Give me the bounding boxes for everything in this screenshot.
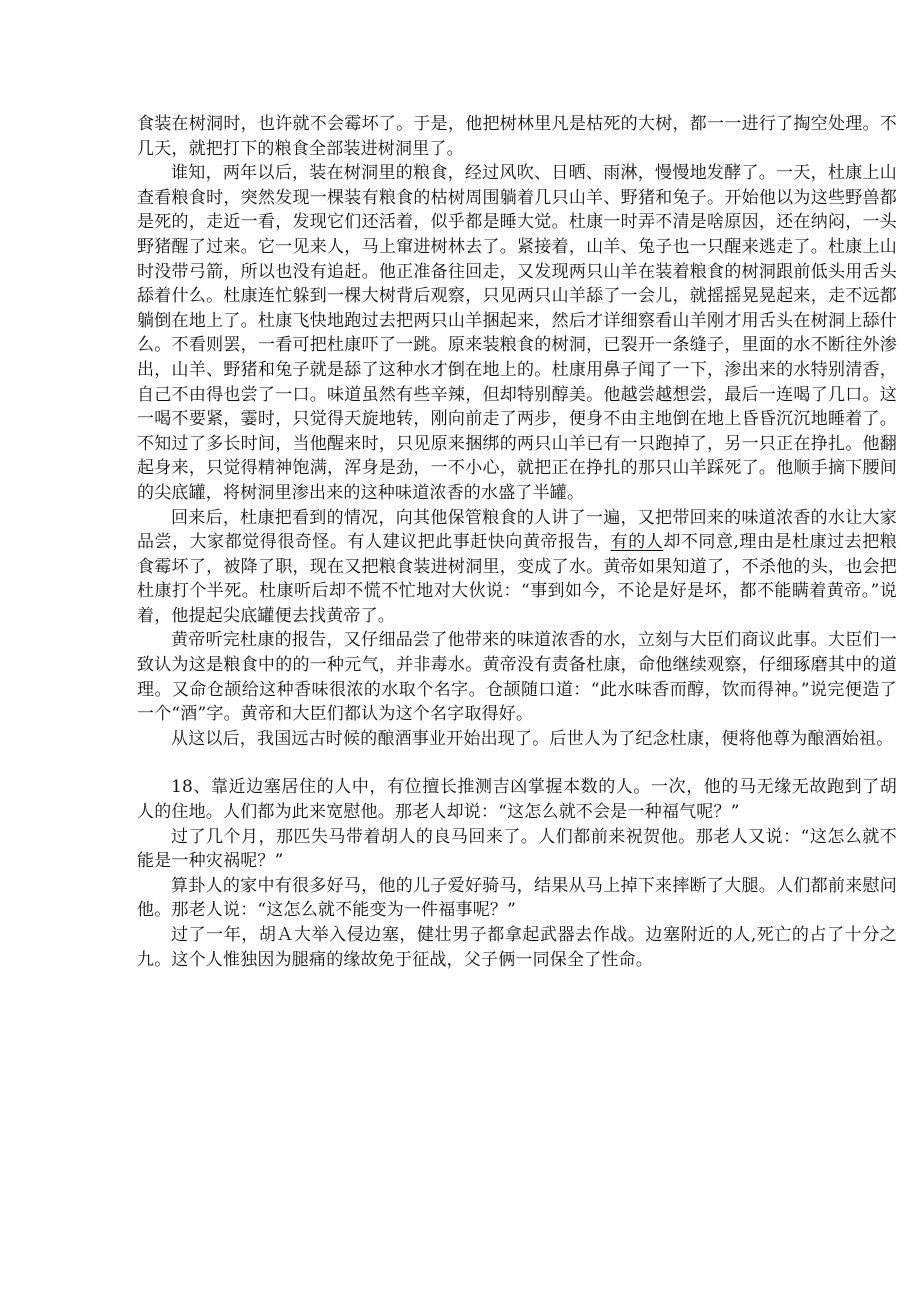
- paragraph-text-segment: 回来后，杜康把看到的情况，向其他保管粮食的人讲了一遍，又把带回来的味道浓香的水让大家品尝，大家都觉得很奇怪。有人建议把此事赶快向黄帝报告，: [137, 507, 897, 553]
- paragraph-fermentation-discovery: 谁知，两年以后，装在树洞里的粮食，经过风吹、日晒、雨淋，慢慢地发酵了。一天，杜康上山查看粮食时，突然发现一棵装有粮食的枯树周围躺着几只山羊、野猪和兔子。开始他以为这些野兽都是死的，走近一看，发现它们还活着，似乎都是睡大觉。杜康一时弄不清是啥原因，还在纳闷，一头野猪醒了过来。它一见来人，马上窜进树林去了。紧接着，山羊、兔子也一只醒来逃走了。杜康上山时没带弓箭，所以也没有追赶。他正准备往回走，又发现两只山羊在装着粮食的树洞跟前低头用舌头舔着什么。杜康连忙躲到一棵大树背后观察，只见两只山羊舔了一会儿，就摇摇晃晃起来，走不远都躺倒在地上了。杜康飞快地跑过去把两只山羊捆起来，然后才详细察看山羊刚才用舌头在树洞上舔什么。不看则罢，一看可把杜康吓了一跳。原来装粮食的树洞，已裂开一条缝子，里面的水不断往外渗出，山羊、野猪和兔子就是舔了这种水才倒在地上的。杜康用鼻子闻了一下，渗出来的水特别清香，自己不由得也尝了一口。味道虽然有些辛辣，但却特别醇美。他越尝越想尝，最后一连喝了几口。这一喝不要紧，霎时，只觉得天旋地转，刚向前走了两步，便身不由主地倒在地上昏昏沉沉地睡着了。不知过了多长时间，当他醒来时，只见原来捆绑的两只山羊已有一只跑掉了，另一只正在挣扎。他翻起身来，只觉得精神饱满，浑身是劲，一不小心，就把正在挣扎的那只山羊踩死了。他顺手摘下腰间的尖底罐，将树洞里渗出来的这种味道浓香的水盛了半罐。: [137, 163, 897, 503]
- paragraph-continuation: 食装在树洞时，也许就不会霉坏了。于是，他把树林里凡是枯死的大树，都一一进行了掏空处理。不几天，就把打下的粮食全部装进树洞里了。: [137, 114, 897, 159]
- paragraph-horse-returns: 过了几个月，那匹失马带着胡人的良马回来了。人们都前来祝贺他。那老人又说：“这怎么就不能是一种灾祸呢？”: [137, 826, 897, 872]
- paragraph-war-outcome: 过了一年，胡Ａ大举入侵边塞，健壮男子都拿起武器去作战。边塞附近的人,死亡的占了十分之九。这个人惟独因为腿痛的缘故免于征战，父子俩一同保全了性命。: [137, 925, 897, 970]
- paragraph-report-decision: [137, 506, 897, 629]
- document-page: [137, 112, 897, 972]
- section-gap: [137, 751, 897, 775]
- underlined-phrase: 有的人: [610, 532, 664, 553]
- paragraph-conclusion: 从这以后，我国远古时候的酿酒事业开始出现了。后世人为了纪念杜康，便将他尊为酿酒始祖。: [171, 728, 894, 749]
- paragraph-section-18-intro: 18、靠近边塞居住的人中，有位擅长推测吉凶掌握本数的人。一次，他的马无缘无故跑到了胡人的住地。人们都为此来宽慰他。那老人却说：“这怎么就不会是一种福气呢？”: [137, 777, 897, 823]
- paragraph-text-segment: 却不同意,理由是杜康过去把粮食霉坏了，被降了职，现在又把粮食装进树洞里，变成了水。黄帝如果知道了，不杀他的头，也会把杜康打个半死。杜康听后却不慌不忙地对大伙说：“事到如今，不论是好是坏，都不能瞒着黄帝。”说着，他提起尖底罐便去找黄帝了。: [137, 532, 897, 626]
- paragraph-naming-of-wine: 黄帝听完杜康的报告，又仔细品尝了他带来的味道浓香的水，立刻与大臣们商议此事。大臣们一致认为这是粮食中的的一种元气，并非毒水。黄帝没有责备杜康，命他继续观察，仔细琢磨其中的道理。又命仓颉给这种香味很浓的水取个名字。仓颉随口道：“此水味香而醇，饮而得神。”说完便造了一个“酒”字。黄帝和大臣们都认为这个名字取得好。: [137, 630, 897, 725]
- paragraph-broken-leg: 算卦人的家中有很多好马，他的儿子爱好骑马，结果从马上掉下来摔断了大腿。人们都前来慰问他。那老人说：“这怎么就不能变为一件福事呢？”: [137, 875, 897, 921]
